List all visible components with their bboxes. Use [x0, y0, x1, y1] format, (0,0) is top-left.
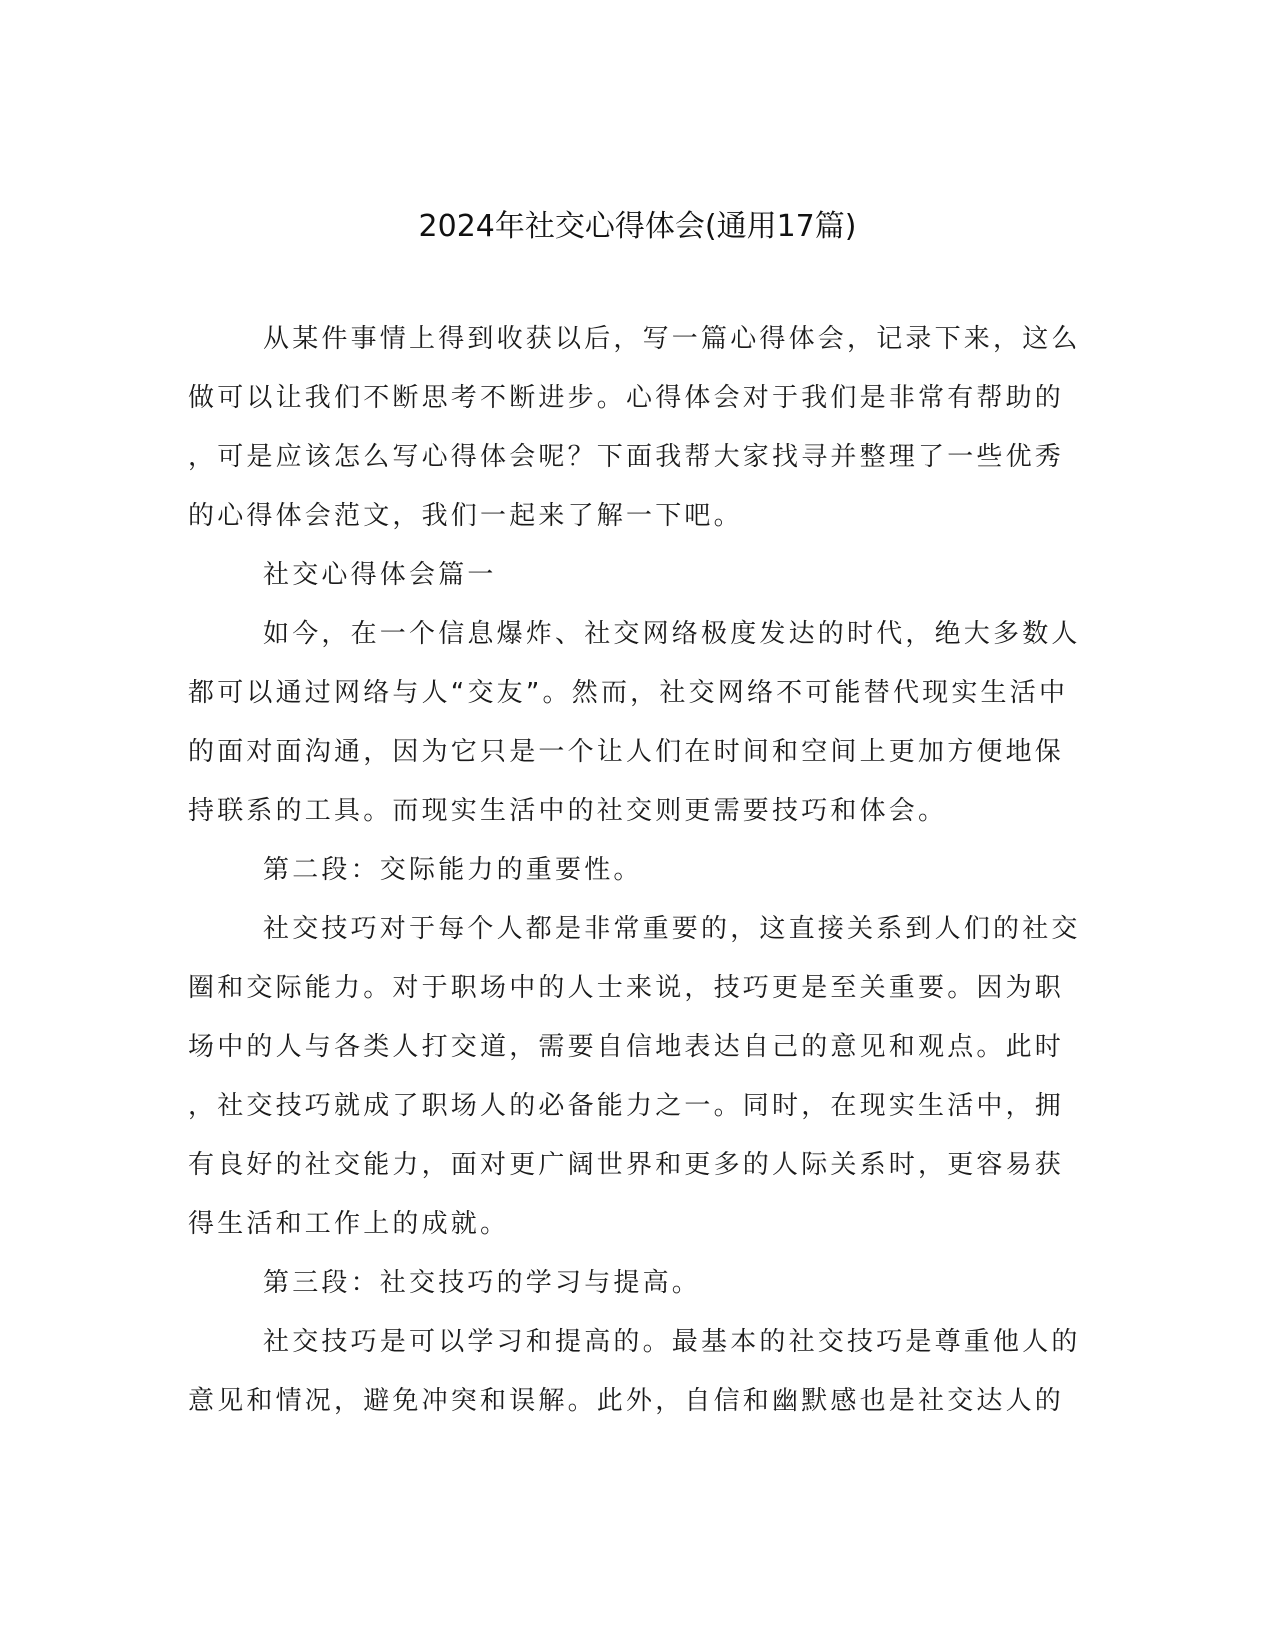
paragraph-line: 如今，在一个信息爆炸、社交网络极度发达的时代，绝大多数人: [263, 619, 1081, 649]
paragraph-line: 做可以让我们不断思考不断进步。心得体会对于我们是非常有帮助的: [188, 383, 1065, 413]
paragraph-line: 社交技巧对于每个人都是非常重要的，这直接关系到人们的社交: [263, 914, 1081, 944]
paragraph-line: ，可是应该怎么写心得体会呢？下面我帮大家找寻并整理了一些优秀: [188, 442, 1065, 472]
section-heading: 第二段：交际能力的重要性。: [263, 855, 643, 885]
paragraph-line: 持联系的工具。而现实生活中的社交则更需要技巧和体会。: [188, 796, 948, 826]
paragraph-line: 的心得体会范文，我们一起来了解一下吧。: [188, 501, 743, 531]
paragraph-line: 的面对面沟通，因为它只是一个让人们在时间和空间上更加方便地保: [188, 737, 1065, 767]
section-heading: 第三段：社交技巧的学习与提高。: [263, 1268, 702, 1298]
paragraph-line: ，社交技巧就成了职场人的必备能力之一。同时，在现实生活中，拥: [188, 1091, 1065, 1121]
document-title: 2024年社交心得体会(通用17篇): [418, 209, 857, 244]
paragraph-line: 社交技巧是可以学习和提高的。最基本的社交技巧是尊重他人的: [263, 1327, 1081, 1357]
paragraph-line: 意见和情况，避免冲突和误解。此外，自信和幽默感也是社交达人的: [188, 1386, 1065, 1416]
paragraph-line: 从某件事情上得到收获以后，写一篇心得体会，记录下来，这么: [263, 324, 1081, 354]
paragraph-line: 得生活和工作上的成就。: [188, 1209, 510, 1239]
section-heading: 社交心得体会篇一: [263, 560, 497, 590]
paragraph-line: 圈和交际能力。对于职场中的人士来说，技巧更是至关重要。因为职: [188, 973, 1065, 1003]
paragraph-line: 都可以通过网络与人“交友”。然而，社交网络不可能替代现实生活中: [188, 678, 1069, 708]
paragraph-line: 有良好的社交能力，面对更广阔世界和更多的人际关系时，更容易获: [188, 1150, 1065, 1180]
paragraph-line: 场中的人与各类人打交道，需要自信地表达自己的意见和观点。此时: [188, 1032, 1065, 1062]
